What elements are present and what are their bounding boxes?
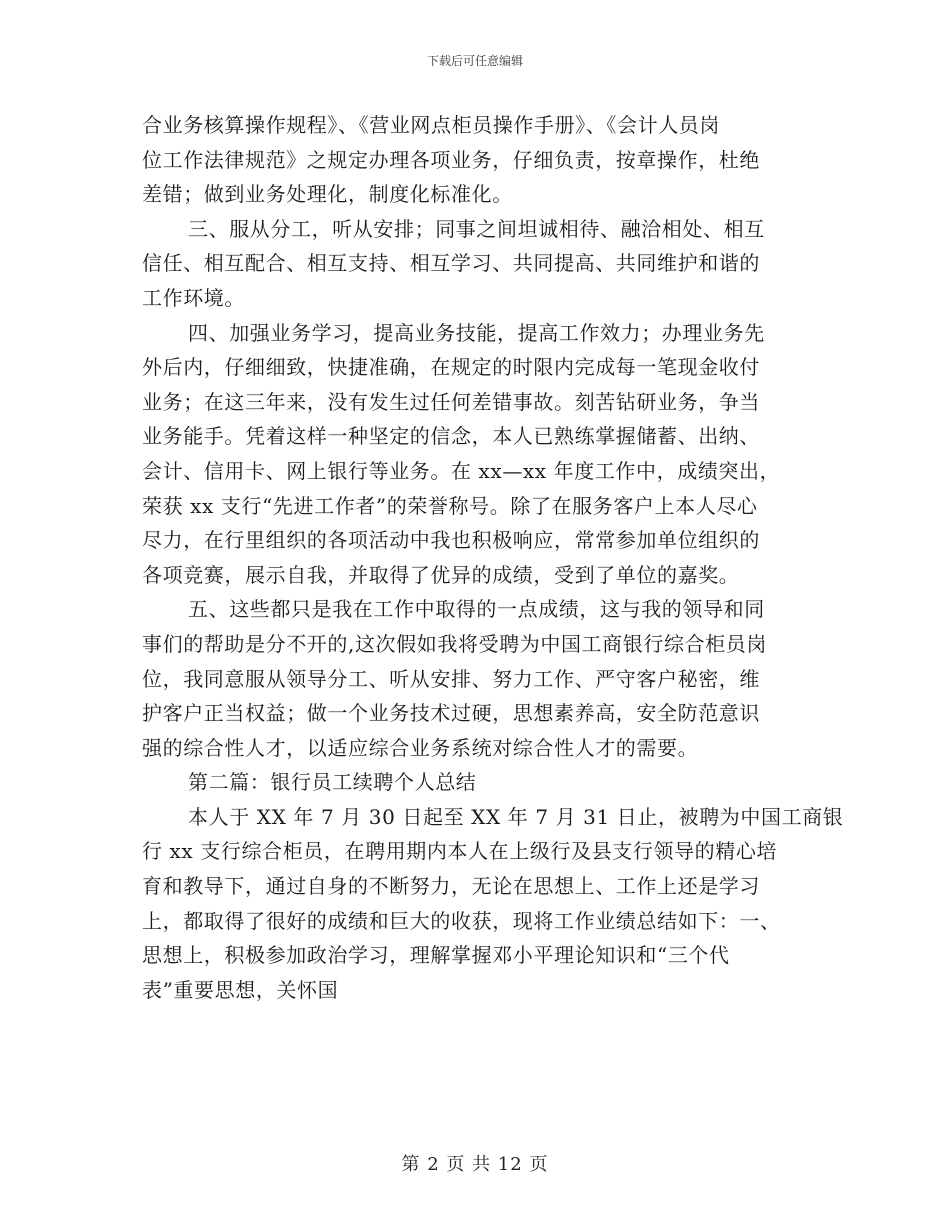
text-line: 思想上，积极参加政治学习，理解掌握邓小平理论知识和“三个代	[142, 943, 730, 968]
paragraph-start-line: 五、这些都只是我在工作中取得的一点成绩，这与我的领导和同	[188, 597, 765, 622]
text-line: 业务能手。凭着这样一种坚定的信念，本人已熟练掌握储蓄、出纳、	[142, 424, 760, 449]
text-line: 信任、相互配合、相互支持、相互学习、共同提高、共同维护和谐的	[142, 251, 760, 276]
text-line: 会计、信用卡、网上银行等业务。在 xx—xx 年度工作中，成绩突出，	[142, 458, 781, 483]
paragraph-start-line: 四、加强业务学习，提高业务技能，提高工作效力；办理业务先	[188, 320, 765, 345]
text-line: 行 xx 支行综合柜员，在聘用期内本人在上级行及县支行领导的精心培	[142, 839, 778, 864]
text-line: 上，都取得了很好的成绩和巨大的收获，现将工作业绩总结如下：一、	[142, 908, 781, 933]
text-line: 合业务核算操作规程》、《营业网点柜员操作手册》、《会计人员岗	[142, 113, 720, 137]
text-line: 尽力，在行里组织的各项活动中我也积极响应，常常参加单位组织的	[142, 528, 760, 553]
text-line: 业务；在这三年来，没有发生过任何差错事故。刻苦钻研业务，争当	[142, 389, 760, 414]
text-line: 工作环境。	[142, 285, 245, 310]
document-body	[142, 108, 844, 1007]
text-line: 差错；做到业务处理化，制度化标准化。	[142, 182, 513, 207]
page-header: 下载后可任意编辑	[426, 54, 523, 68]
paragraph-start-line: 三、服从分工，听从安排；同事之间坦诚相待、融洽相处、相互	[188, 216, 765, 241]
text-line: 强的综合性人才，以适应综合业务系统对综合性人才的需要。	[142, 735, 699, 760]
page-number-footer: 第 2 页 共 12 页	[401, 1154, 549, 1175]
text-line: 事们的帮助是分不开的,这次假如我将受聘为中国工商银行综合柜员岗	[142, 631, 767, 656]
text-line: 位，我同意服从领导分工、听从安排、努力工作、严守客户秘密，维	[142, 666, 760, 691]
text-line: 荣获 xx 支行“先进工作者”的荣誉称号。除了在服务客户上本人尽心	[142, 493, 758, 518]
text-line: 各项竞赛，展示自我，并取得了优异的成绩，受到了单位的嘉奖。	[142, 562, 740, 587]
text-line: 护客户正当权益；做一个业务技术过硬，思想素养高，安全防范意识	[142, 701, 760, 726]
text-line: 表”重要思想，关怀国	[142, 977, 339, 1002]
section-heading: 第二篇：银行员工续聘个人总结	[188, 770, 477, 795]
text-line: 位工作法律规范》之规定办理各项业务，仔细负责，按章操作，杜绝	[142, 147, 760, 172]
text-line: 外后内，仔细细致，快捷准确，在规定的时限内完成每一笔现金收付	[142, 355, 760, 380]
text-line: 育和教导下，通过自身的不断努力，无论在思想上、工作上还是学习	[142, 874, 760, 899]
paragraph-start-line: 本人于 XX 年 7 月 30 日起至 XX 年 7 月 31 日止，被聘为中国工商银	[188, 804, 844, 829]
